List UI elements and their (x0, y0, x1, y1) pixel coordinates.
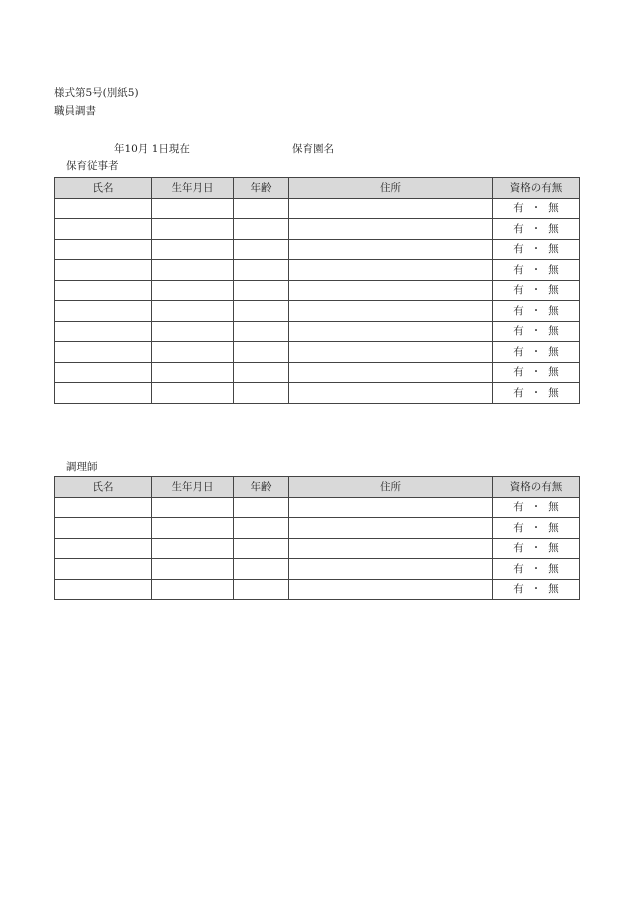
qualification-no[interactable]: 無 (548, 202, 559, 215)
qualification-separator: ・ (530, 325, 542, 338)
cell-age[interactable] (234, 579, 289, 600)
cell-address[interactable] (289, 260, 493, 281)
cell-birthdate[interactable] (152, 198, 234, 219)
cell-age[interactable] (234, 518, 289, 539)
cell-birthdate[interactable] (152, 579, 234, 600)
column-header-qualification: 資格の有無 (493, 477, 580, 498)
form-number: 様式第5号(別紙5) (54, 87, 139, 99)
qualification-yes[interactable]: 有 (513, 366, 524, 379)
qualification-separator: ・ (530, 263, 542, 276)
qualification-yes[interactable]: 有 (513, 222, 524, 235)
cell-address[interactable] (289, 321, 493, 342)
cell-address[interactable] (289, 579, 493, 600)
table-row (55, 321, 580, 342)
table-row (55, 219, 580, 240)
table-row (55, 559, 580, 580)
qualification-separator: ・ (530, 345, 542, 358)
cell-address[interactable] (289, 362, 493, 383)
qualification-no[interactable]: 無 (548, 222, 559, 235)
column-header-address: 住所 (289, 178, 493, 199)
cell-qualification[interactable] (493, 362, 580, 383)
cell-birthdate[interactable] (152, 559, 234, 580)
cell-address[interactable] (289, 383, 493, 404)
cell-name[interactable] (55, 538, 152, 559)
qualification-separator: ・ (530, 304, 542, 317)
cell-age[interactable] (234, 497, 289, 518)
cell-name[interactable] (55, 342, 152, 363)
cell-address[interactable] (289, 518, 493, 539)
table-row (55, 518, 580, 539)
cell-age[interactable] (234, 321, 289, 342)
qualification-separator: ・ (530, 202, 542, 215)
facility-name-label: 保育園名 (292, 143, 334, 155)
qualification-separator: ・ (530, 562, 542, 575)
cell-qualification[interactable] (493, 559, 580, 580)
qualification-separator: ・ (530, 386, 542, 399)
cell-name[interactable] (55, 497, 152, 518)
document-title: 職員調書 (54, 105, 96, 117)
qualification-separator: ・ (530, 521, 542, 534)
qualification-yes[interactable]: 有 (513, 202, 524, 215)
cell-birthdate[interactable] (152, 239, 234, 260)
table-row (55, 383, 580, 404)
cell-birthdate[interactable] (152, 280, 234, 301)
qualification-yes[interactable]: 有 (513, 304, 524, 317)
cell-birthdate[interactable] (152, 497, 234, 518)
column-header-name: 氏名 (55, 178, 152, 199)
qualification-yes[interactable]: 有 (513, 345, 524, 358)
qualification-yes[interactable]: 有 (513, 562, 524, 575)
cell-qualification[interactable] (493, 518, 580, 539)
cook-staff-table (54, 476, 580, 600)
qualification-separator: ・ (530, 222, 542, 235)
cell-birthdate[interactable] (152, 518, 234, 539)
qualification-no[interactable]: 無 (548, 243, 559, 256)
qualification-no[interactable]: 無 (548, 501, 559, 514)
cell-age[interactable] (234, 559, 289, 580)
qualification-no[interactable]: 無 (548, 386, 559, 399)
qualification-yes[interactable]: 有 (513, 521, 524, 534)
cell-name[interactable] (55, 280, 152, 301)
table-row (55, 362, 580, 383)
cell-name[interactable] (55, 260, 152, 281)
cell-qualification[interactable] (493, 538, 580, 559)
cell-age[interactable] (234, 342, 289, 363)
cell-birthdate[interactable] (152, 342, 234, 363)
cell-qualification[interactable] (493, 260, 580, 281)
qualification-separator: ・ (530, 243, 542, 256)
cell-address[interactable] (289, 239, 493, 260)
as-of-date: 年10月 1日現在 (114, 143, 190, 155)
cell-address[interactable] (289, 559, 493, 580)
cell-name[interactable] (55, 579, 152, 600)
column-header-address: 住所 (289, 477, 493, 498)
qualification-no[interactable]: 無 (548, 583, 559, 596)
qualification-separator: ・ (530, 542, 542, 555)
cell-age[interactable] (234, 219, 289, 240)
table-row (55, 198, 580, 219)
cell-qualification[interactable] (493, 342, 580, 363)
table-header-row (55, 178, 580, 199)
table-row (55, 342, 580, 363)
cell-birthdate[interactable] (152, 538, 234, 559)
cell-birthdate[interactable] (152, 383, 234, 404)
qualification-separator: ・ (530, 366, 542, 379)
cell-birthdate[interactable] (152, 321, 234, 342)
qualification-yes[interactable]: 有 (513, 583, 524, 596)
table-row (55, 497, 580, 518)
cell-qualification[interactable] (493, 383, 580, 404)
qualification-yes[interactable]: 有 (513, 542, 524, 555)
cell-address[interactable] (289, 198, 493, 219)
qualification-yes[interactable]: 有 (513, 325, 524, 338)
table-row (55, 301, 580, 322)
cell-birthdate[interactable] (152, 362, 234, 383)
qualification-no[interactable]: 無 (548, 284, 559, 297)
cell-qualification[interactable] (493, 280, 580, 301)
cell-birthdate[interactable] (152, 260, 234, 281)
cell-address[interactable] (289, 497, 493, 518)
table-row (55, 260, 580, 281)
qualification-separator: ・ (530, 501, 542, 514)
section-title-cook: 調理師 (66, 461, 98, 473)
qualification-no[interactable]: 無 (548, 562, 559, 575)
cell-qualification[interactable] (493, 219, 580, 240)
cell-age[interactable] (234, 362, 289, 383)
column-header-birthdate: 生年月日 (152, 178, 234, 199)
cell-name[interactable] (55, 219, 152, 240)
cell-address[interactable] (289, 280, 493, 301)
cell-age[interactable] (234, 260, 289, 281)
table-row (55, 239, 580, 260)
cell-qualification[interactable] (493, 301, 580, 322)
cell-qualification[interactable] (493, 239, 580, 260)
cell-qualification[interactable] (493, 497, 580, 518)
cell-birthdate[interactable] (152, 301, 234, 322)
table-row (55, 579, 580, 600)
cell-name[interactable] (55, 383, 152, 404)
qualification-separator: ・ (530, 583, 542, 596)
cell-address[interactable] (289, 219, 493, 240)
qualification-no[interactable]: 無 (548, 304, 559, 317)
childcare-staff-table (54, 177, 580, 404)
table-row (55, 538, 580, 559)
cell-name[interactable] (55, 301, 152, 322)
cell-name[interactable] (55, 362, 152, 383)
column-header-age: 年齢 (234, 178, 289, 199)
cell-address[interactable] (289, 538, 493, 559)
cell-name[interactable] (55, 321, 152, 342)
cell-age[interactable] (234, 280, 289, 301)
qualification-yes[interactable]: 有 (513, 284, 524, 297)
cell-age[interactable] (234, 198, 289, 219)
qualification-yes[interactable]: 有 (513, 501, 524, 514)
column-header-name: 氏名 (55, 477, 152, 498)
cell-name[interactable] (55, 559, 152, 580)
section-title-childcare: 保育従事者 (66, 160, 119, 172)
table-header-row (55, 477, 580, 498)
column-header-age: 年齢 (234, 477, 289, 498)
qualification-yes[interactable]: 有 (513, 386, 524, 399)
cell-age[interactable] (234, 383, 289, 404)
column-header-qualification: 資格の有無 (493, 178, 580, 199)
qualification-no[interactable]: 無 (548, 521, 559, 534)
cell-age[interactable] (234, 301, 289, 322)
qualification-yes[interactable]: 有 (513, 243, 524, 256)
qualification-no[interactable]: 無 (548, 345, 559, 358)
qualification-no[interactable]: 無 (548, 325, 559, 338)
cell-age[interactable] (234, 239, 289, 260)
qualification-separator: ・ (530, 284, 542, 297)
qualification-no[interactable]: 無 (548, 263, 559, 276)
cell-qualification[interactable] (493, 321, 580, 342)
cell-birthdate[interactable] (152, 219, 234, 240)
qualification-no[interactable]: 無 (548, 366, 559, 379)
qualification-yes[interactable]: 有 (513, 263, 524, 276)
cell-name[interactable] (55, 239, 152, 260)
cell-qualification[interactable] (493, 198, 580, 219)
cell-age[interactable] (234, 538, 289, 559)
column-header-birthdate: 生年月日 (152, 477, 234, 498)
cell-address[interactable] (289, 301, 493, 322)
cell-qualification[interactable] (493, 579, 580, 600)
qualification-no[interactable]: 無 (548, 542, 559, 555)
table-row (55, 280, 580, 301)
cell-address[interactable] (289, 342, 493, 363)
cell-name[interactable] (55, 518, 152, 539)
cell-name[interactable] (55, 198, 152, 219)
